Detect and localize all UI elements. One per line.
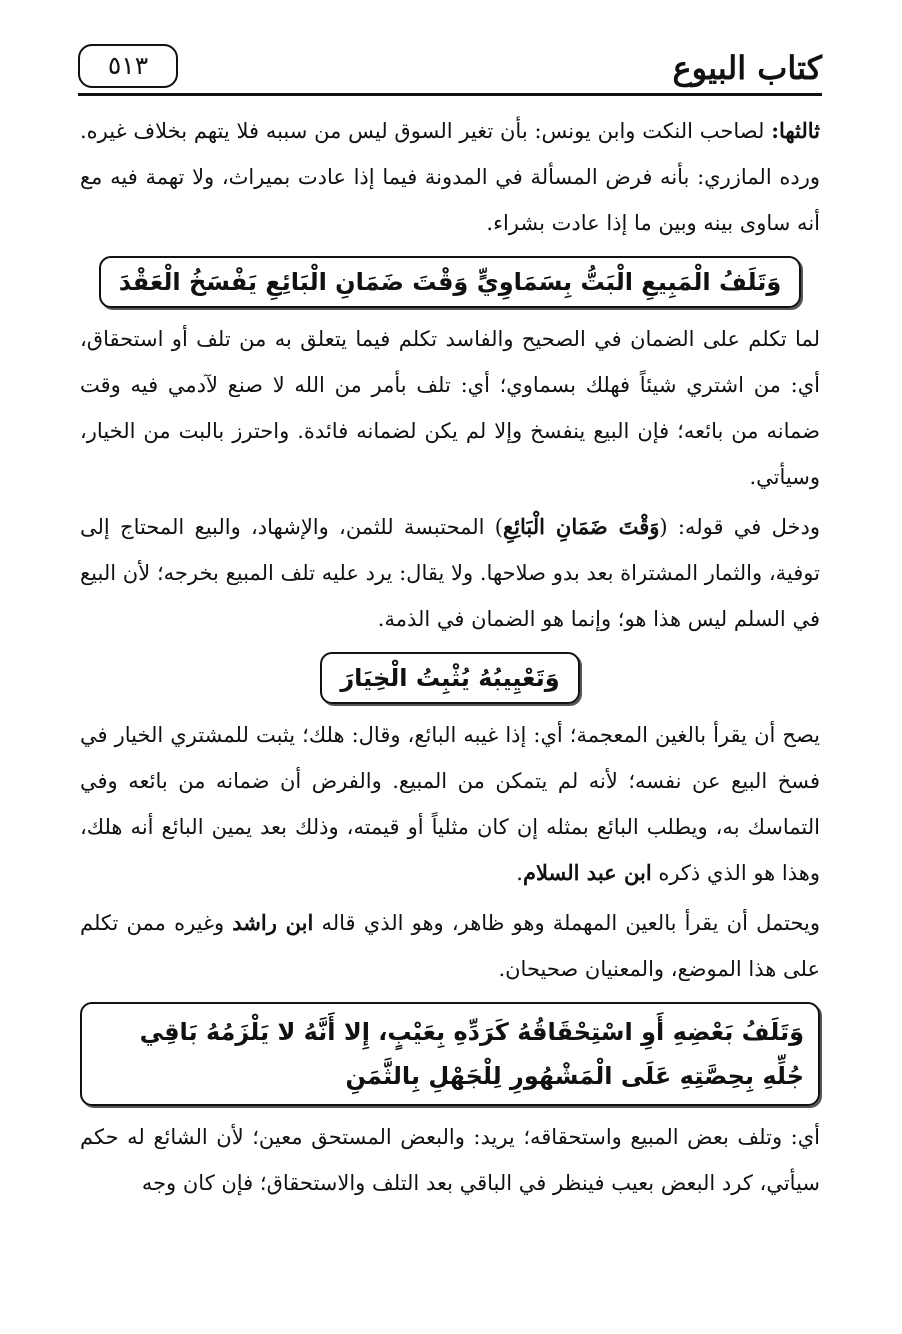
header-rule [78,93,822,96]
paragraph-3 [80,504,820,642]
paragraph-4-name: ابن عبد السلام [522,860,652,885]
paragraph-3-quote: وَقْتَ ضَمَانِ الْبَائِعِ [503,514,660,539]
paragraph-6: أي: وتلف بعض المبيع واستحقاقه؛ يريد: والبعض المستحق معين؛ لأن الشائع له حكم سيأتي، كرد البعض بعيب فينظر في الباقي بعد التلف والاستحقاق؛ فإن كان وجه [80,1125,820,1195]
page-number: ٥١٣ [78,44,178,88]
paragraph-1 [80,108,820,246]
matn-text-3: وَتَلَفُ بَعْضِهِ أَوِ اسْتِحْقَاقُهُ كَرَدِّهِ بِعَيْبٍ، إِلا أَنَّهُ لا يَلْزَمُهُ بَاقِي جُلِّهِ بِحِصَّتِهِ عَلَى الْمَشْهُورِ لِلْجَهْلِ بِالثَّمَنِ [80,1002,820,1106]
paragraph-2: لما تكلم على الضمان في الصحيح والفاسد تكلم فيما يتعلق به من تلف أو استحقاق، أي: من اشتري شيئاً فهلك بسماوي؛ أي: تلف بأمر من الله لا صنع لآدمي فيه وقت ضمانه من بائعه؛ فإن البيع ينفسخ وإلا لم يكن لضمانه فائدة. واحترز بالبت من الخيار، وسيأتي. [80,327,820,489]
chapter-title: كتاب البيوع [672,49,822,87]
paragraph-4-end: . [516,861,523,885]
paragraph-4 [80,712,820,896]
page-header [78,40,822,98]
paragraph-3-before: ودخل في قوله: ( [659,515,820,539]
paragraph-5-name: ابن راشد [232,910,314,935]
paragraph-1-text: لصاحب النكت وابن يونس: بأن تغير السوق ليس من سببه فلا يتهم بخلاف غيره. ورده المازري: بأنه فرض المسألة في المدونة فيما إذا عادت بميراث، ولا تهمة فيه مع أنه ساوى بينه وبين ما إذا عادت بشراء. [80,119,820,235]
paragraph-5 [80,900,820,992]
matn-box-3 [80,1002,820,1106]
paragraph-3-after: ) المحتبسة للثمن، والإشهاد، والبيع المحتاج إلى توفية، والثمار المشتراة بعد بدو صلاحها. ولا يقال: يرد عليه تلف المبيع بخرجه؛ لأن البيع في السلم ليس هذا هو؛ وإنما هو الضمان في الذمة. [80,515,820,631]
matn-text-2: وَتَعْيِيبُهُ يُثْبِتُ الْخِيَارَ [320,652,579,704]
paragraph-4-text: يصح أن يقرأ بالغين المعجمة؛ أي: إذا غيبه البائع، وقال: هلك؛ يثبت للمشتري الخيار في فسخ البيع عن نفسه؛ لأنه لم يتمكن من المبيع. والفرض أن ضمانه من بائعه وفي التماسك به، ويطلب البائع بمثله إن كان مثلياً أو قيمته، وذلك بعد يمين البائع أنه هلك، وهذا هو الذي ذكره [80,723,820,885]
paragraph-5-after: وغيره ممن تكلم على هذا الموضع، والمعنيان صحيحان. [80,911,820,981]
paragraph-1-lead: ثالثها: [771,118,820,143]
matn-box-2 [80,652,820,704]
matn-box-1 [80,256,820,308]
page-body [80,108,820,1206]
paragraph-5-before: ويحتمل أن يقرأ بالعين المهملة وهو ظاهر، وهو الذي قاله [313,911,820,935]
matn-text-1: وَتَلَفُ الْمَبِيعِ الْبَتُّ بِسَمَاوِيٍّ وَقْتَ ضَمَانِ الْبَائِعِ يَفْسَخُ الْعَقْدَ [99,256,802,308]
